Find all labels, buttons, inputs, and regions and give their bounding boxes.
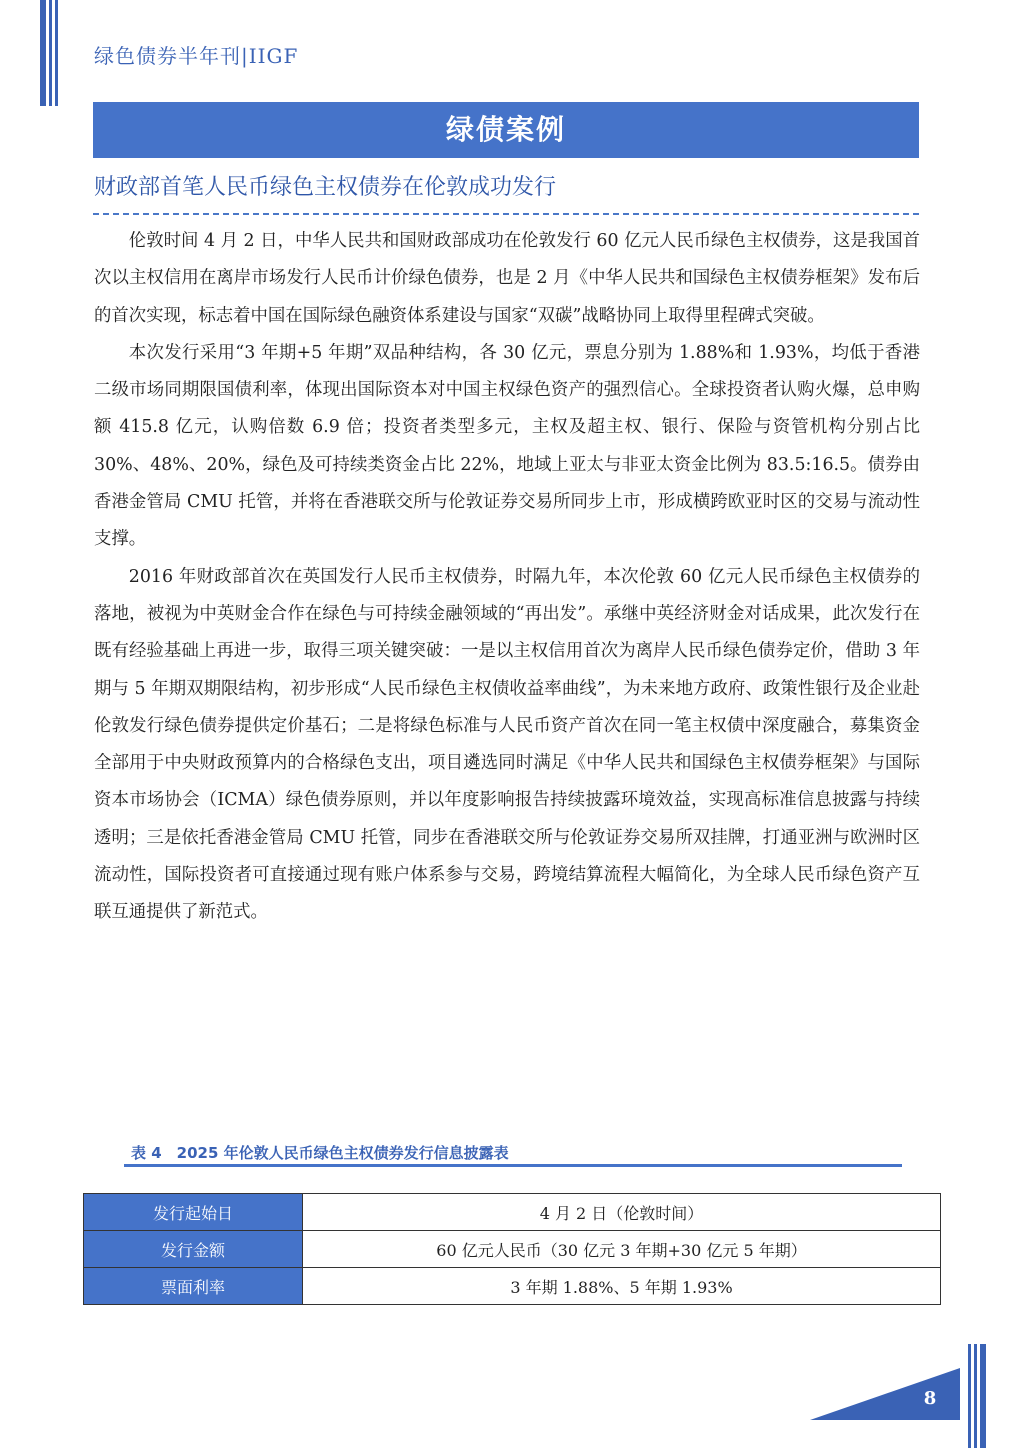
section-banner: 绿债案例 xyxy=(93,102,919,158)
table-key-cell: 票面利率 xyxy=(84,1268,303,1305)
article-body xyxy=(94,223,920,932)
table-key-cell: 发行金额 xyxy=(84,1231,303,1268)
issuance-info-table xyxy=(83,1193,941,1305)
title-divider xyxy=(93,213,919,215)
page-number: 8 xyxy=(923,1388,937,1409)
table-value-cell: 4 月 2 日（伦敦时间） xyxy=(303,1194,941,1231)
table-value-cell: 60 亿元人民币（30 亿元 3 年期+30 亿元 5 年期） xyxy=(303,1231,941,1268)
article-title: 财政部首笔人民币绿色主权债券在伦敦成功发行 xyxy=(94,175,557,200)
table-row xyxy=(84,1194,941,1231)
table-caption: 表 4 2025 年伦敦人民币绿色主权债券发行信息披露表 xyxy=(131,1144,509,1162)
table-row xyxy=(84,1231,941,1268)
table-row xyxy=(84,1268,941,1305)
decorative-bars-top-left xyxy=(40,0,60,106)
running-title: 绿色债券半年刊|IIGF xyxy=(94,44,299,68)
paragraph: 本次发行采用“3 年期+5 年期”双品种结构，各 30 亿元，票息分别为 1.88%和 1.93%，均低于香港二级市场同期限国债利率，体现出国际资本对中国主权绿色资产的强烈信心。全球投资者认购火爆，总申购额 415.8 亿元，认购倍数 6.9 倍；投资者类型多元，主权及超主权、银行、保险与资管机构分别占比 30%、48%、20%，绿色及可持续类资金占比 22%，地域上亚太与非亚太资金比例为 83.5:16.5。债券由香港金管局 CMU 托管，并将在香港联交所与伦敦证券交易所同步上市，形成横跨欧亚时区的交易与流动性支撑。 xyxy=(94,342,920,550)
table-key-cell: 发行起始日 xyxy=(84,1194,303,1231)
table-value-cell: 3 年期 1.88%、5 年期 1.93% xyxy=(303,1268,941,1305)
decorative-bars-bottom-right xyxy=(968,1344,988,1448)
paragraph: 伦敦时间 4 月 2 日，中华人民共和国财政部成功在伦敦发行 60 亿元人民币绿色主权债券，这是我国首次以主权信用在离岸市场发行人民币计价绿色债券，也是 2 月《中华人民共和国绿色主权债券框架》发布后的首次实现，标志着中国在国际绿色融资体系建设与国家“双碳”战略协同上取得里程碑式突破。 xyxy=(94,231,920,326)
caption-underline xyxy=(124,1164,902,1167)
paragraph: 2016 年财政部首次在英国发行人民币主权债券，时隔九年，本次伦敦 60 亿元人民币绿色主权债券的落地，被视为中英财金合作在绿色与可持续金融领域的“再出发”。承继中英经济财金对话成果，此次发行在既有经验基础上再进一步，取得三项关键突破：一是以主权信用首次为离岸人民币绿色债券定价，借助 3 年期与 5 年期双期限结构，初步形成“人民币绿色主权债收益率曲线”，为未来地方政府、政策性银行及企业赴伦敦发行绿色债券提供定价基石；二是将绿色标准与人民币资产首次在同一笔主权债中深度融合，募集资金全部用于中央财政预算内的合格绿色支出，项目遴选同时满足《中华人民共和国绿色主权债券框架》与国际资本市场协会（ICMA）绿色债券原则，并以年度影响报告持续披露环境效益，实现高标准信息披露与持续透明；三是依托香港金管局 CMU 托管，同步在香港联交所与伦敦证券交易所双挂牌，打通亚洲与欧洲时区流动性，国际投资者可直接通过现有账户体系参与交易，跨境结算流程大幅简化，为全球人民币绿色资产互联互通提供了新范式。 xyxy=(94,566,920,923)
